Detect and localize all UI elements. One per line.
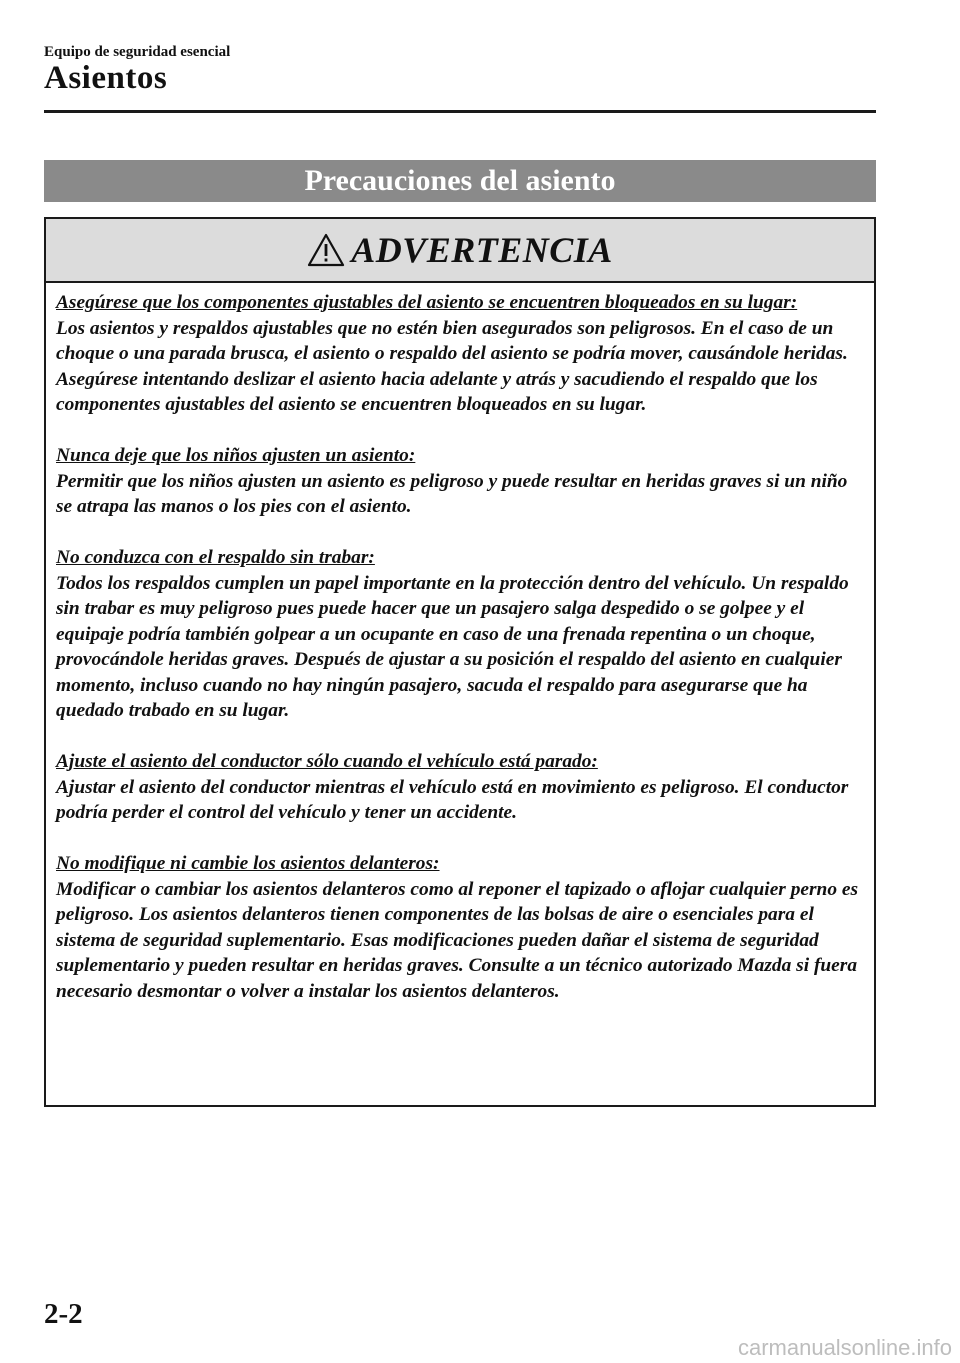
warning-item: [56, 851, 864, 1004]
warning-item-heading: Asegúrese que los componentes ajustables del asiento se encuentren bloqueados en su lugar:: [56, 292, 798, 313]
warning-header: [46, 219, 874, 283]
warning-item: [56, 290, 864, 418]
warning-item: [56, 443, 864, 520]
warning-box: [44, 217, 876, 1107]
section-banner-title: Precauciones del asiento: [304, 164, 616, 197]
warning-body: [46, 283, 874, 1004]
page-number: 2-2: [44, 1298, 83, 1330]
warning-item: [56, 749, 864, 826]
warning-item-text: Los asientos y respaldos ajustables que no estén bien asegurados son peligrosos. En el caso de un choque o una parada brusca, el asiento o respaldo del asiento se podría mover, causándole heridas. Asegúrese intentando deslizar el asiento hacia adelante y atrás y sacudiendo el respaldo que los componentes ajustables del asiento se encuentren bloqueados en su lugar.: [56, 317, 848, 415]
warning-item-text: Ajustar el asiento del conductor mientras el vehículo está en movimiento es peligroso. El conductor podría perder el control del vehículo y tener un accidente.: [56, 776, 849, 823]
page-title: Asientos: [44, 60, 168, 96]
warning-item-text: Permitir que los niños ajusten un asiento es peligroso y puede resultar en heridas graves si un niño se atrapa las manos o los pies con el asiento.: [56, 470, 848, 517]
warning-triangle-icon: [307, 233, 345, 267]
warning-item-heading: Ajuste el asiento del conductor sólo cuando el vehículo está parado:: [56, 751, 598, 772]
section-label: Equipo de seguridad esencial: [44, 44, 231, 60]
warning-item-text: Todos los respaldos cumplen un papel importante en la protección dentro del vehículo. Un respaldo sin trabar es muy peligroso pues puede hacer que un pasajero salga despedido o se golpee y el equipaje podría también golpear a un ocupante en caso de una frenada repentina o un choque, provocándole heridas graves. Después de ajustar a su posición el respaldo del asiento en cualquier momento, incluso cuando no hay ningún pasajero, sacuda el respaldo para asegurarse que ha quedado trabado en su lugar.: [56, 572, 849, 721]
section-banner: [44, 160, 876, 202]
warning-item: [56, 545, 864, 724]
warning-item-heading: No modifique ni cambie los asientos delanteros:: [56, 853, 440, 874]
warning-item-heading: No conduzca con el respaldo sin trabar:: [56, 547, 375, 568]
warning-item-text: Modificar o cambiar los asientos delanteros como al reponer el tapizado o aflojar cualquier perno es peligroso. Los asientos delanteros tienen componentes de las bolsas de aire o esenciales para el sistema de seguridad suplementario. Esas modificaciones pueden dañar el sistema de seguridad suplementario y pueden resultar en heridas graves. Consulte a un técnico autorizado Mazda si fuera necesario desmontar o volver a instalar los asientos delanteros.: [56, 878, 859, 1002]
watermark: carmanualsonline.info: [737, 1335, 952, 1360]
header-divider: [44, 110, 876, 113]
warning-title: ADVERTENCIA: [351, 230, 613, 270]
warning-item-heading: Nunca deje que los niños ajusten un asiento:: [56, 445, 416, 466]
